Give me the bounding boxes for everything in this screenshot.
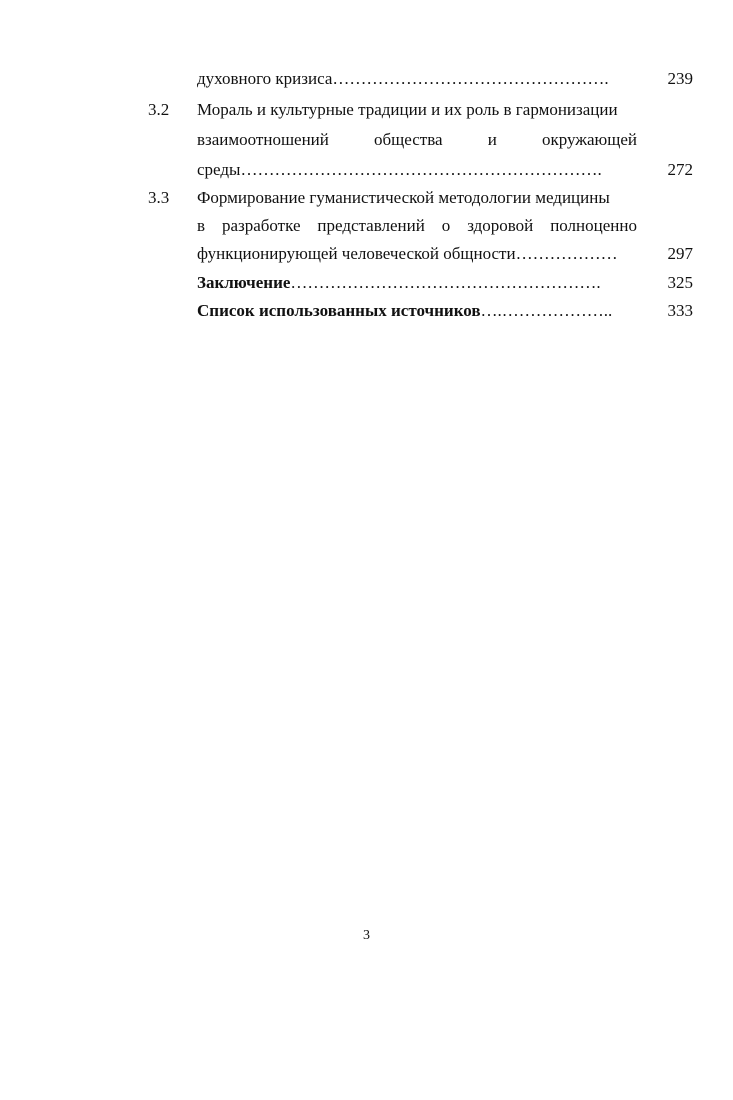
toc-entry-3-line-3: функционирующей человеческой общности………………	[197, 244, 618, 263]
toc-word: окружающей	[541, 130, 637, 149]
toc-entry-conclusion-dots: ……………………………………………….	[290, 273, 601, 292]
toc-word: представлений	[317, 216, 425, 235]
toc-entry-references-label: Список использованных источников	[197, 301, 481, 320]
toc-entry-references	[197, 300, 637, 322]
toc-entry-1-page: 239	[667, 69, 693, 88]
toc-word: о	[441, 216, 451, 235]
toc-word: и	[487, 130, 497, 149]
toc-entry-conclusion-label: Заключение	[197, 273, 291, 292]
toc-entry-2-line-1: Мораль и культурные традиции и их роль в гармонизации	[197, 100, 618, 119]
toc-entry-conclusion	[197, 272, 637, 294]
toc-entry-2-number: 3.2	[148, 100, 170, 119]
toc-word: общества	[374, 130, 443, 149]
toc-entry-3-number: 3.3	[148, 188, 170, 207]
page-number: 3	[363, 928, 370, 943]
toc-word: здоровой	[467, 216, 534, 235]
toc-word: в	[197, 216, 206, 235]
toc-word: взаимоотношений	[197, 130, 329, 149]
toc-entry-2-line-3: среды……………………………………………………….	[197, 160, 602, 179]
toc-entry-conclusion-page: 325	[667, 273, 693, 292]
toc-entry-3-page: 297	[667, 244, 693, 263]
toc-entry-references-dots: ….………………..	[480, 301, 613, 320]
toc-word: разработке	[221, 216, 301, 235]
toc-entry-references-page: 333	[667, 301, 693, 320]
toc-entry-3-line-2	[197, 215, 637, 237]
toc-entry-2-line-2	[197, 129, 637, 151]
toc-entry-1-line-1: духовного кризиса………………………………………….	[197, 69, 609, 88]
toc-entry-3-line-1: Формирование гуманистической методологии медицины	[197, 188, 610, 207]
toc-entry-2-page: 272	[667, 160, 693, 179]
toc-word: полноценно	[550, 216, 637, 235]
